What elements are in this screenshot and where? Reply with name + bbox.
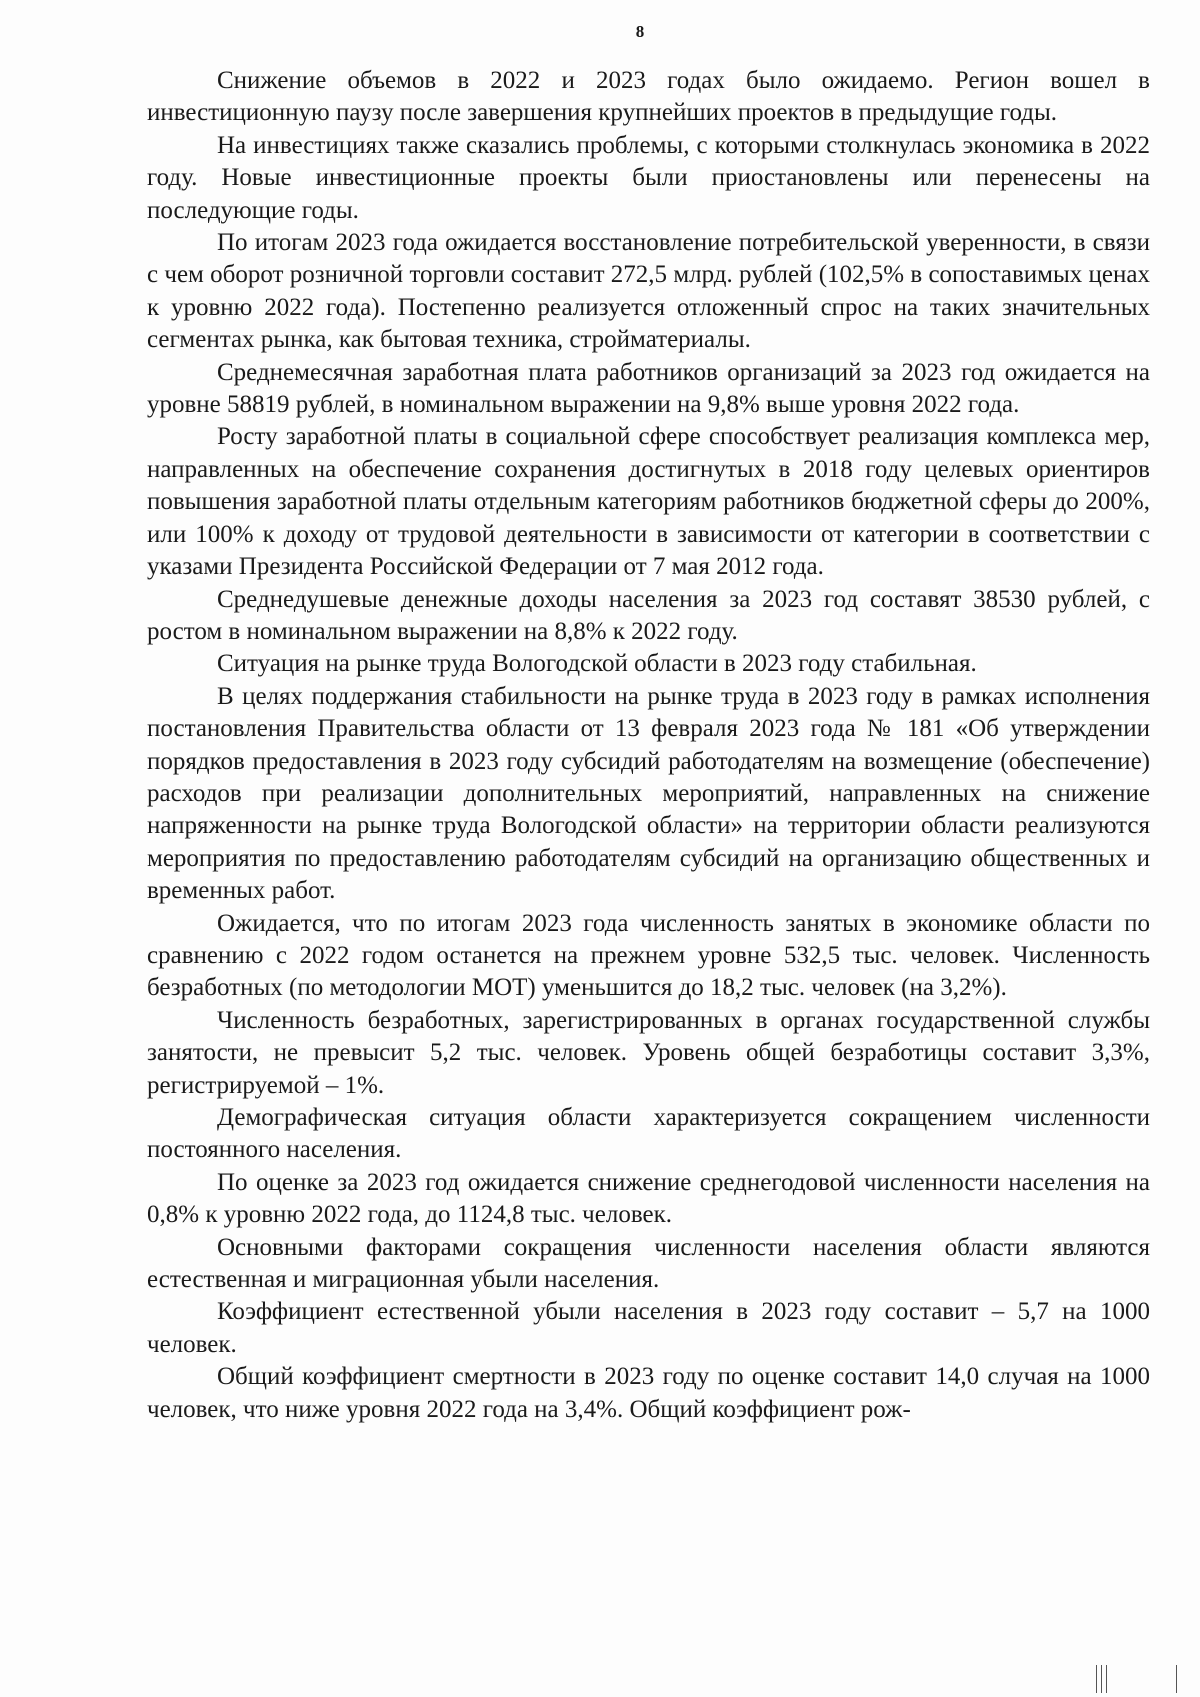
paragraph: Коэффициент естественной убыли населения в 2023 году составит – 5,7 на 1000 человек. (147, 1298, 1150, 1358)
paragraph: Среднемесячная заработная плата работников организаций за 2023 год ожидается на уровне 58819 рублей, в номинальном выражении на 9,8% выше уровня 2022 года. (147, 358, 1150, 419)
scan-mark (1106, 1665, 1107, 1693)
page-number: 8 (635, 22, 645, 41)
paragraph: Снижение объемов в 2022 и 2023 годах было ожидаемо. Регион вошел в инвестиционную паузу после завершения крупнейших проектов в предыдущие годы. (147, 67, 1150, 127)
paragraph: Основными факторами сокращения численности населения области являются естественная и миграционная убыли населения. (147, 1233, 1150, 1294)
scan-mark (1176, 1665, 1177, 1693)
paragraph: Численность безработных, зарегистрированных в органах государственной службы занятости, не превысит 5,2 тыс. человек. Уровень общей безработицы составит 3,3%, регистрируемой – 1%. (147, 1006, 1150, 1099)
paragraph: На инвестициях также сказались проблемы, с которыми столкнулась экономика в 2022 году. Новые инвестиционные проекты были приостановлены или перенесены на последующие годы. (147, 131, 1150, 224)
document-body (147, 65, 1150, 1426)
scan-mark (1101, 1665, 1102, 1693)
paragraph: Среднедушевые денежные доходы населения за 2023 год составят 38530 рублей, с ростом в номинальном выражении на 8,8% к 2022 году. (147, 585, 1150, 645)
paragraph: Ситуация на рынке труда Вологодской области в 2023 году стабильная. (217, 650, 977, 678)
paragraph: Росту заработной платы в социальной сфере способствует реализация комплекса мер, направленных на обеспечение сохранения достигнутых в 2018 году целевых ориентиров повышения заработной платы отдельным категориям работников бюджетной сферы до 200%, или 100% к доходу от трудовой деятельности в зависимости от категории в соответствии с указами Президента Российской Федерации от 7 мая 2012 года. (147, 423, 1150, 581)
paragraph: В целях поддержания стабильности на рынке труда в 2023 году в рамках исполнения постановления Правительства области от 13 февраля 2023 года № 181 «Об утверждении порядков предоставления в 2023 году субсидий работодателям на возмещение (обеспечение) расходов при реализации дополнительных мероприятий, направленных на снижение напряженности на рынке труда Вологодской области» на территории области реализуются мероприятия по предоставлению работодателям субсидий на организацию общественных и временных работ. (147, 682, 1150, 905)
paragraph: Общий коэффициент смертности в 2023 году по оценке составит 14,0 случая на 1000 человек, что ниже уровня 2022 года на 3,4%. Общий коэффициент рож- (147, 1363, 1150, 1423)
paragraph: Ожидается, что по итогам 2023 года численность занятых в экономике области по сравнению с 2022 годом останется на прежнем уровне 532,5 тыс. человек. Численность безработных (по методологии МОТ) уменьшится до 18,2 тыс. человек (на 3,2%). (147, 909, 1150, 1002)
scan-mark (1096, 1665, 1097, 1693)
paragraph: Демографическая ситуация области характеризуется сокращением численности постоянного населения. (147, 1104, 1150, 1164)
paragraph: По оценке за 2023 год ожидается снижение среднегодовой численности населения на 0,8% к уровню 2022 года, до 1124,8 тыс. человек. (147, 1168, 1150, 1229)
paragraph: По итогам 2023 года ожидается восстановление потребительской уверенности, в связи с чем оборот розничной торговли составит 272,5 млрд. рублей (102,5% в сопоставимых ценах к уровню 2022 года). Постепенно реализуется отложенный спрос на таких значительных сегментах рынка, как бытовая техника, стройматериалы. (147, 229, 1150, 354)
